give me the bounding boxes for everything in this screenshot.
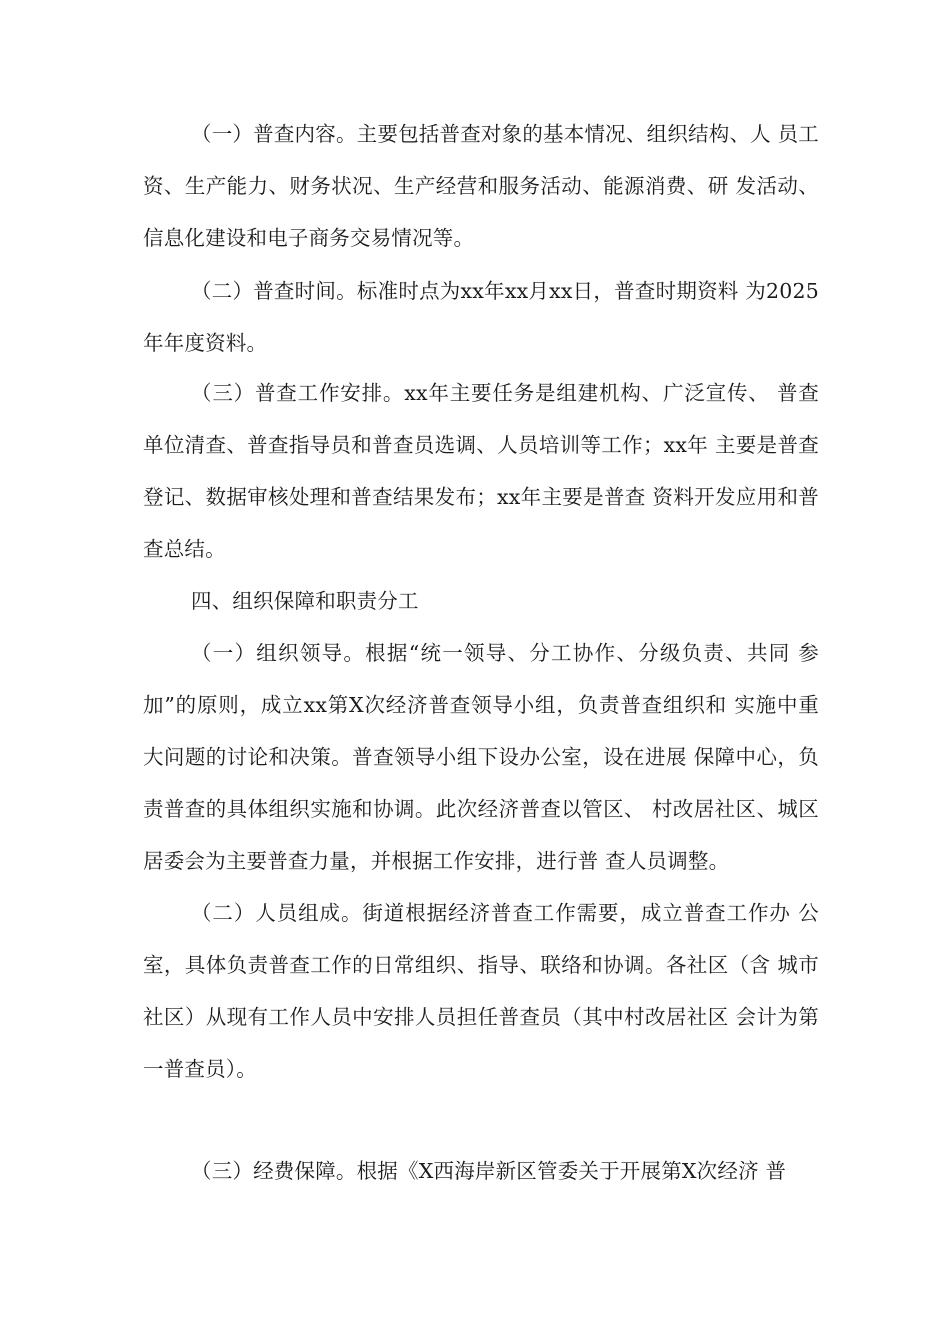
paragraph-staffing: （二）人员组成。街道根据经济普查工作需要，成立普查工作办 公室，具体负责普查工作的日常组织、指导、联络和协调。各社区（含 城市社区）从现有工作人员中安排人员担任普查员（其中村改居社区 会计为第一普查员）。 (143, 901, 819, 1081)
section-heading-organization: 四、组织保障和职责分工 (191, 589, 419, 613)
paragraph-work-arrangement: （三）普查工作安排。xx年主要任务是组建机构、广泛宣传、 普查单位清查、普查指导员和普查员选调、人员培训等工作；xx年 主要是普查登记、数据审核处理和普查结果发布；xx年主要是普查 资料开发应用和普查总结。 (143, 381, 819, 561)
paragraph-survey-time: （二）普查时间。标准时点为xx年xx月xx日，普查时期资料 为2025年年度资料。 (143, 279, 819, 355)
paragraph-funding: （三）经费保障。根据《X西海岸新区管委关于开展第X次经济 普 (191, 1159, 787, 1183)
paragraph-survey-content: （一）普查内容。主要包括普查对象的基本情况、组织结构、人 员工资、生产能力、财务状况、生产经营和服务活动、能源消费、研 发活动、信息化建设和电子商务交易情况等。 (143, 122, 819, 250)
paragraph-leadership: （一）组织领导。根据“统一领导、分工协作、分级负责、共同 参加”的原则，成立xx第X次经济普查领导小组，负责普查组织和 实施中重大问题的讨论和决策。普查领导小组下设办公室，设在进展 保障中心，负责普查的具体组织实施和协调。此次经济普查以管区、 村改居社区、城区居委会为主要普查力量，并根据工作安排，进行普 查人员调整。 (143, 641, 819, 873)
